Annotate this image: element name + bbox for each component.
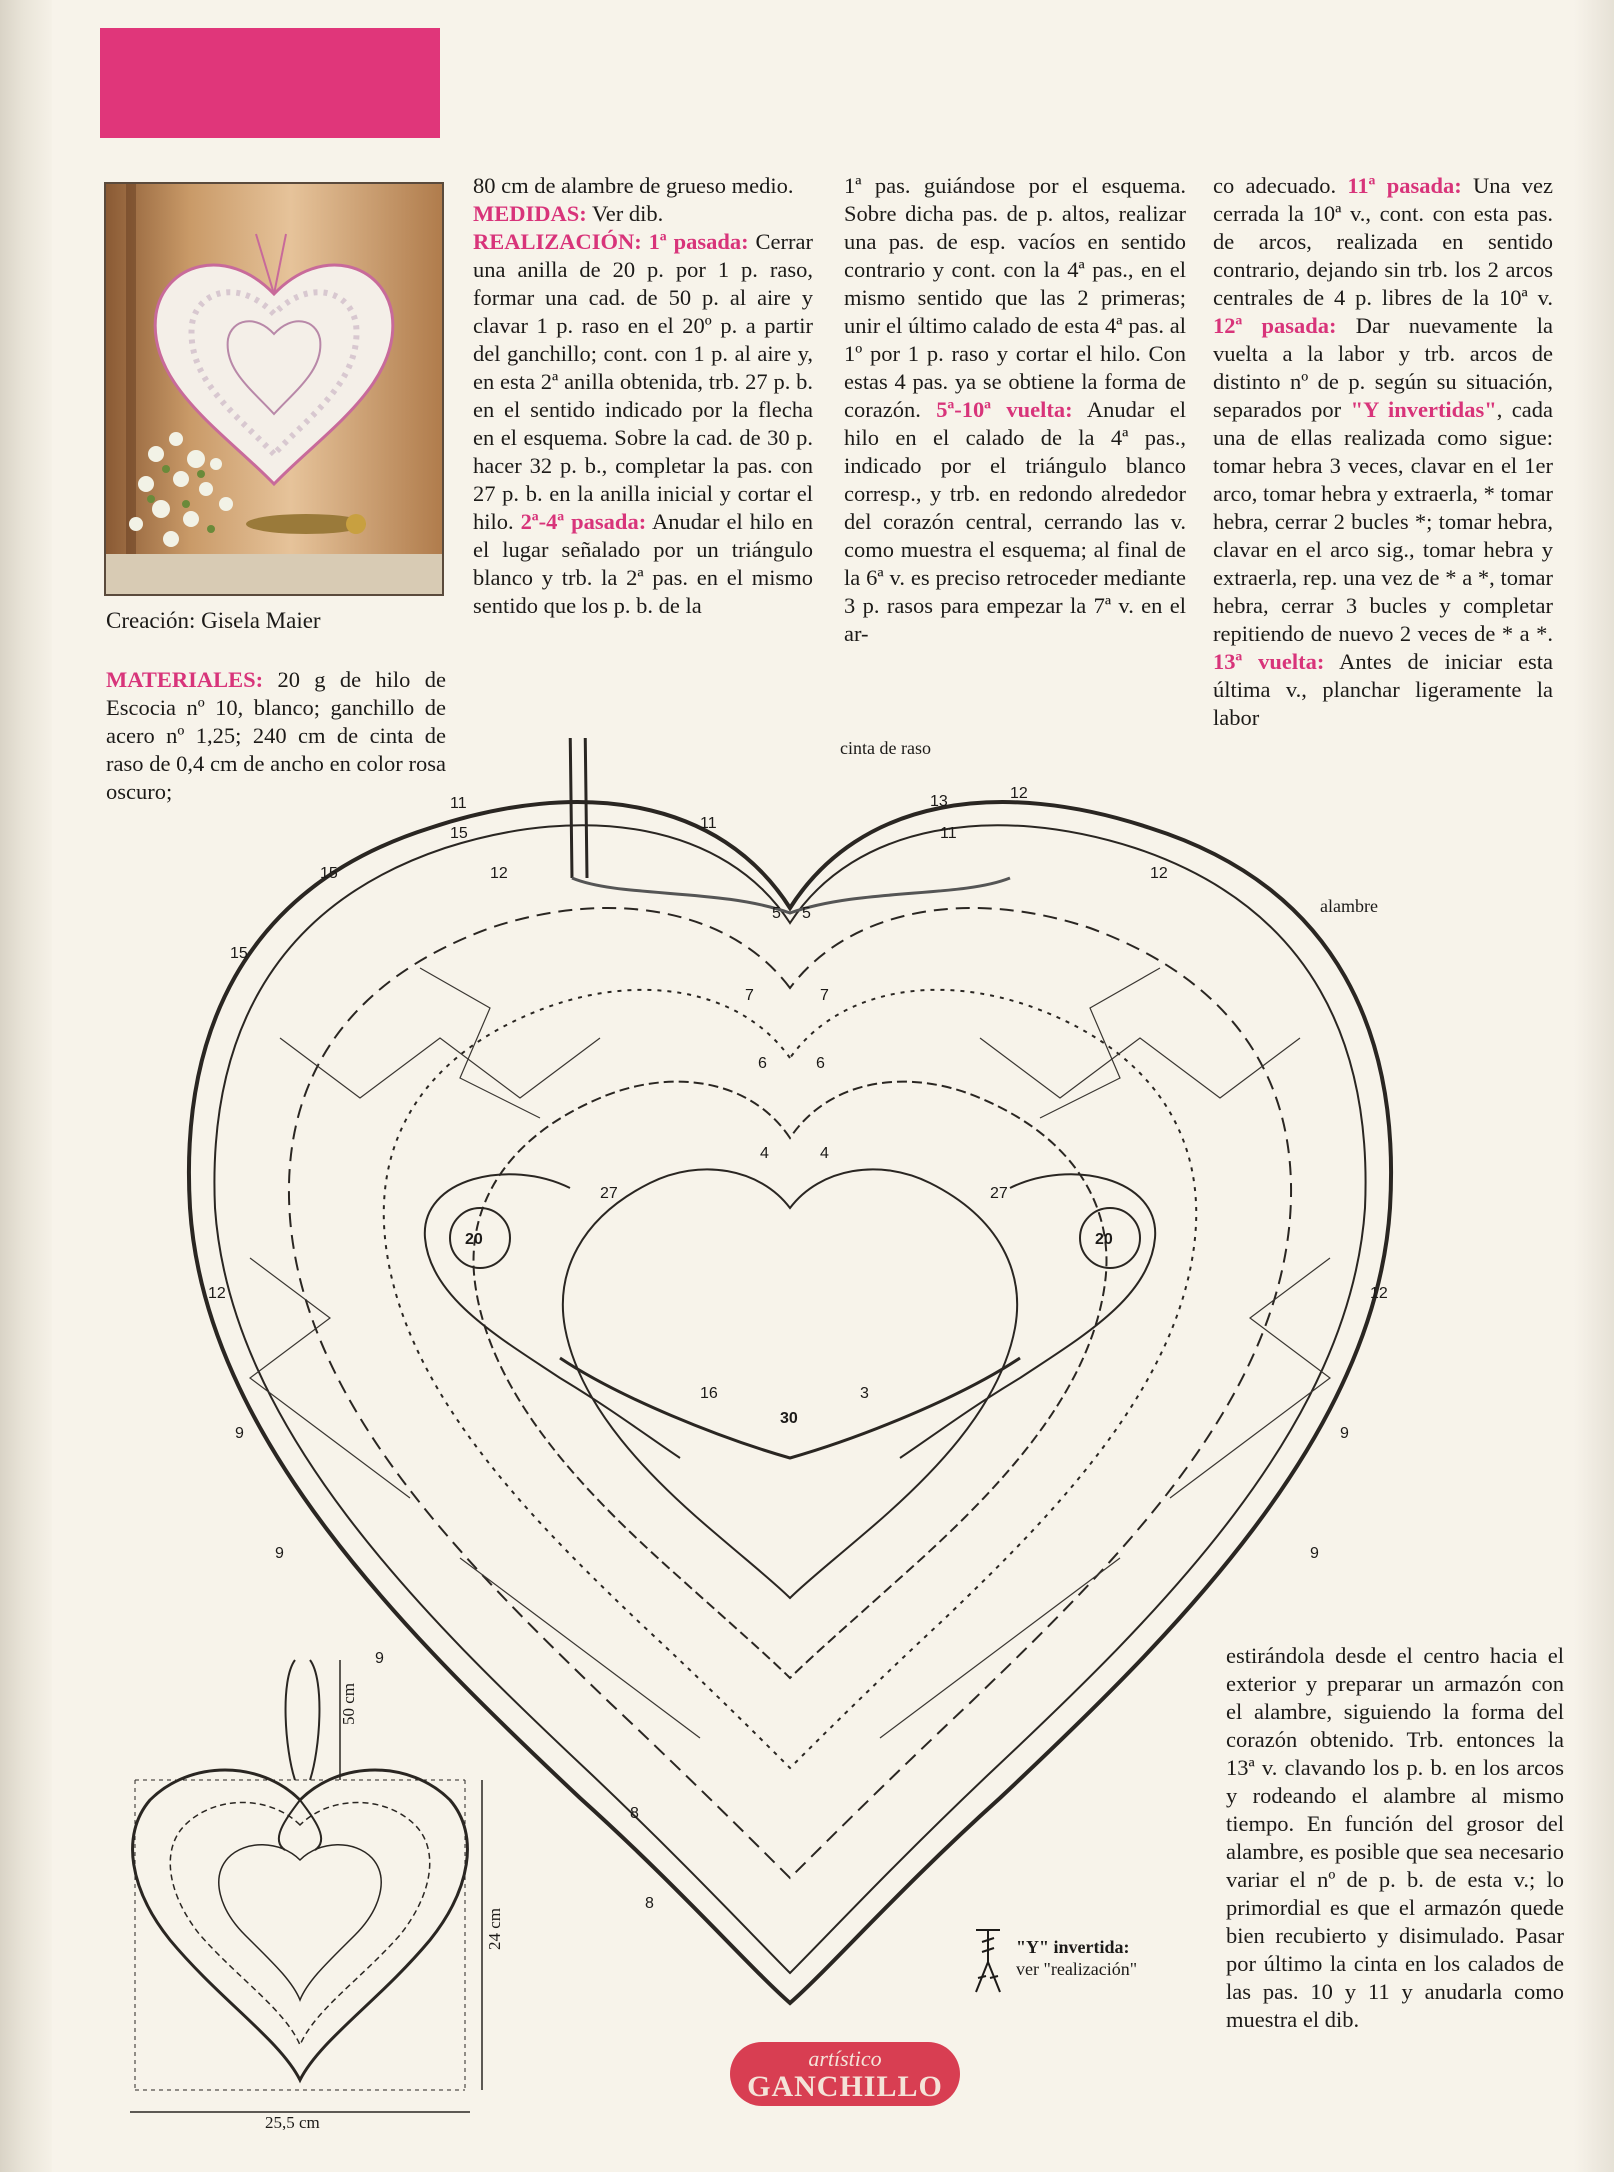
wire-label: alambre [1320, 896, 1378, 916]
diagram-number: 15 [230, 945, 248, 962]
inverted-y-legend [1016, 1936, 1137, 1980]
center-chain [560, 1358, 1020, 1458]
diagram-number: 8 [630, 1805, 639, 1822]
diagram-number: 11 [700, 815, 717, 832]
inverted-y-icon [972, 1926, 1004, 1996]
inverted-y-text: , cada una de ellas realizada como sigue: tomar hebra 3 veces, clavar en el 1er arco, tomar hebra y extraerla, * tomar hebra, cerrar 2 bucles *; tomar hebra, clavar en el arco sig., tomar hebra y extraerla, rep. una vez de * a *, tomar hebra, cerrar 3 bucles y completar repitiendo de nuevo 2 veces de * a *. [1213, 397, 1553, 646]
diagram-number: 12 [1370, 1285, 1388, 1302]
diagram-number: 5 [802, 905, 811, 922]
diagram-number: 20 [465, 1231, 483, 1248]
photo-illustration [106, 184, 442, 594]
rounds-text: 1ª pas. guiándose por el esquema. Sobre dicha pas. de p. altos, realizar una pas. de esp. vacíos en sentido contrario y cont. con la 4ª pas., en el mismo sentido que las 2 primeras; unir el último calado de esta 4ª pas. al 1º por 1 p. raso y cortar el hilo. Con estas 4 pas. ya se obtiene la forma de corazón. [844, 173, 1186, 422]
rounds-paragraph [844, 172, 1186, 648]
diagram-number: 12 [490, 865, 508, 882]
diagram-number: 9 [375, 1650, 384, 1667]
materials-continued: 80 cm de alambre de grueso medio. [473, 173, 794, 198]
diagram-number: 9 [1310, 1545, 1319, 1562]
diagram-number: 6 [816, 1055, 825, 1072]
round-11-heading: 11ª pasada: [1336, 173, 1462, 198]
header-color-banner [100, 28, 440, 138]
final-paragraph: estirándola desde el centro hacia el exterior y preparar un armazón con el alambre, siguiendo la forma del corazón obtenido. Trb. entonces la 13ª v. clavando los p. b. en los arcos y rodeando el alambre al mismo tiempo. En función del grosor del alambre, es posible que sea necesario variar el nº de p. b. de esta v.; lo primordial es que el armazón quede bien recubierto y disimulado. Pasar por último la cinta en los calados de las pas. 10 y 11 y anudarla como muestra el dib. [1226, 1643, 1564, 2032]
center-ring-right [900, 1174, 1155, 1458]
measurements-heading: MEDIDAS: [473, 201, 587, 226]
diagram-number: 4 [760, 1145, 769, 1162]
diagram-number: 7 [745, 987, 754, 1004]
realization-text: Cerrar una anilla de 20 p. por 1 p. raso, formar una cad. de 50 p. al aire y clavar 1 p. raso en el 20º p. a partir del ganchillo; cont. con 1 p. al aire y, en esta 2ª anilla obtenida, trb. 27 p. b. en el sentido indicado por la flecha en el esquema. Sobre la cad. de 30 p. hacer 32 p. b., completar la pas. con 27 p. b. en la anilla inicial y cortar el hilo. [473, 229, 813, 534]
diagram-number: 4 [820, 1145, 829, 1162]
round-2-4-text: Anudar el hilo en el lugar señalado por un triángulo blanco y trb. la 2ª pas. en el mismo sentido que los p. b. de la [473, 509, 813, 618]
photo-caption: Creación: Gisela Maier [106, 608, 321, 633]
materials-heading: MATERIALES: [106, 667, 264, 692]
diagram-number: 16 [700, 1385, 718, 1402]
instructions-column-3 [1213, 172, 1553, 732]
hang-length-label: 50 cm [339, 1682, 358, 1725]
diagram-number: 27 [600, 1185, 618, 1202]
center-ring-left [425, 1174, 680, 1458]
instructions-column-1 [473, 172, 813, 620]
heart-ring-3 [474, 1082, 1107, 1678]
realization-paragraph [473, 228, 813, 620]
page-binding-shadow [0, 0, 52, 2172]
round-13-heading: 13ª vuelta: [1213, 649, 1325, 674]
ribbon-line [570, 738, 587, 878]
diagram-number: 12 [1150, 865, 1168, 882]
diagram-number: 27 [990, 1185, 1008, 1202]
ribbon-label: cinta de raso [840, 738, 931, 758]
diagram-number: 9 [235, 1425, 244, 1442]
round-11-text: Una vez cerrada la 10ª v., cont. con esta pas. de arcos, realizada en sentido contrario, dejando sin trb. los 2 arcos centrales de 4 p. libres de la 10ª v. [1213, 173, 1554, 310]
round-13-text: Antes de iniciar esta última v., planchar ligeramente la labor [1213, 649, 1553, 730]
round-5-10-text: Anudar el hilo en el calado de la 4ª pas., indicado por el triángulo blanco corresp., y trb. en redondo alrededor del corazón central, cerrando las v. como muestra el esquema; al final de la 6ª v. es preciso retroceder mediante 3 p. rasos para empezar la 7ª v. en el ar- [844, 397, 1186, 646]
diagram-number: 3 [860, 1385, 869, 1402]
diagram-number: 8 [645, 1895, 654, 1912]
diagram-number: 5 [772, 905, 781, 922]
diagram-number: 9 [275, 1545, 284, 1562]
diagram-number: 11 [940, 825, 957, 842]
inverted-y-heading: "Y invertidas" [1341, 397, 1497, 422]
diagram-number: 12 [208, 1285, 226, 1302]
diagram-number: 9 [1340, 1425, 1349, 1442]
heart-height-label: 24 cm [485, 1907, 504, 1950]
diagram-number: 13 [930, 793, 948, 810]
instructions-column-4 [1226, 1642, 1564, 2034]
finished-size-diagram [110, 1650, 530, 2130]
measurements-text: Ver dib. [586, 201, 664, 226]
diagram-number: 15 [450, 825, 468, 842]
diagram-number: 11 [450, 795, 467, 812]
round-2-4-heading: 2ª-4ª pasada: [513, 509, 647, 534]
logo-line-2: GANCHILLO [747, 2070, 943, 2103]
legend-text: ver "realización" [1016, 1959, 1138, 1979]
round-12-heading: 12ª pasada: [1213, 313, 1337, 338]
diagram-number: 20 [1095, 1231, 1113, 1248]
round-continue-text: co adecuado. [1213, 173, 1337, 198]
magazine-logo [730, 2042, 960, 2106]
diagram-number: 12 [1010, 785, 1028, 802]
legend-title: "Y" invertida: [1016, 1937, 1130, 1957]
materials-text: 20 g de hilo de Escocia nº 10, blanco; ganchillo de acero nº 1,25; 240 cm de cinta de raso de 0,4 cm de ancho en color rosa oscuro; [106, 667, 446, 804]
diagram-number: 7 [820, 987, 829, 1004]
heart-width-label: 25,5 cm [265, 2113, 320, 2130]
measurements-paragraph [473, 200, 813, 228]
diagram-number: 15 [320, 865, 338, 882]
round-5-10-heading: 5ª-10ª vuelta: [920, 397, 1073, 422]
round-12-text: Dar nuevamente la vuelta a la labor y trb. arcos de distinto nº de p. según su situación, separados por [1213, 313, 1553, 422]
rounds-11-13-paragraph [1213, 172, 1553, 732]
realization-heading: REALIZACIÓN: 1ª pasada: [473, 229, 749, 254]
finished-heart-photo [104, 182, 444, 596]
logo-line-1: artístico [808, 2046, 882, 2071]
diagram-number: 30 [780, 1410, 798, 1427]
page-edge-shadow [1574, 0, 1614, 2172]
diagram-number: 6 [758, 1055, 767, 1072]
instructions-column-2 [844, 172, 1186, 648]
